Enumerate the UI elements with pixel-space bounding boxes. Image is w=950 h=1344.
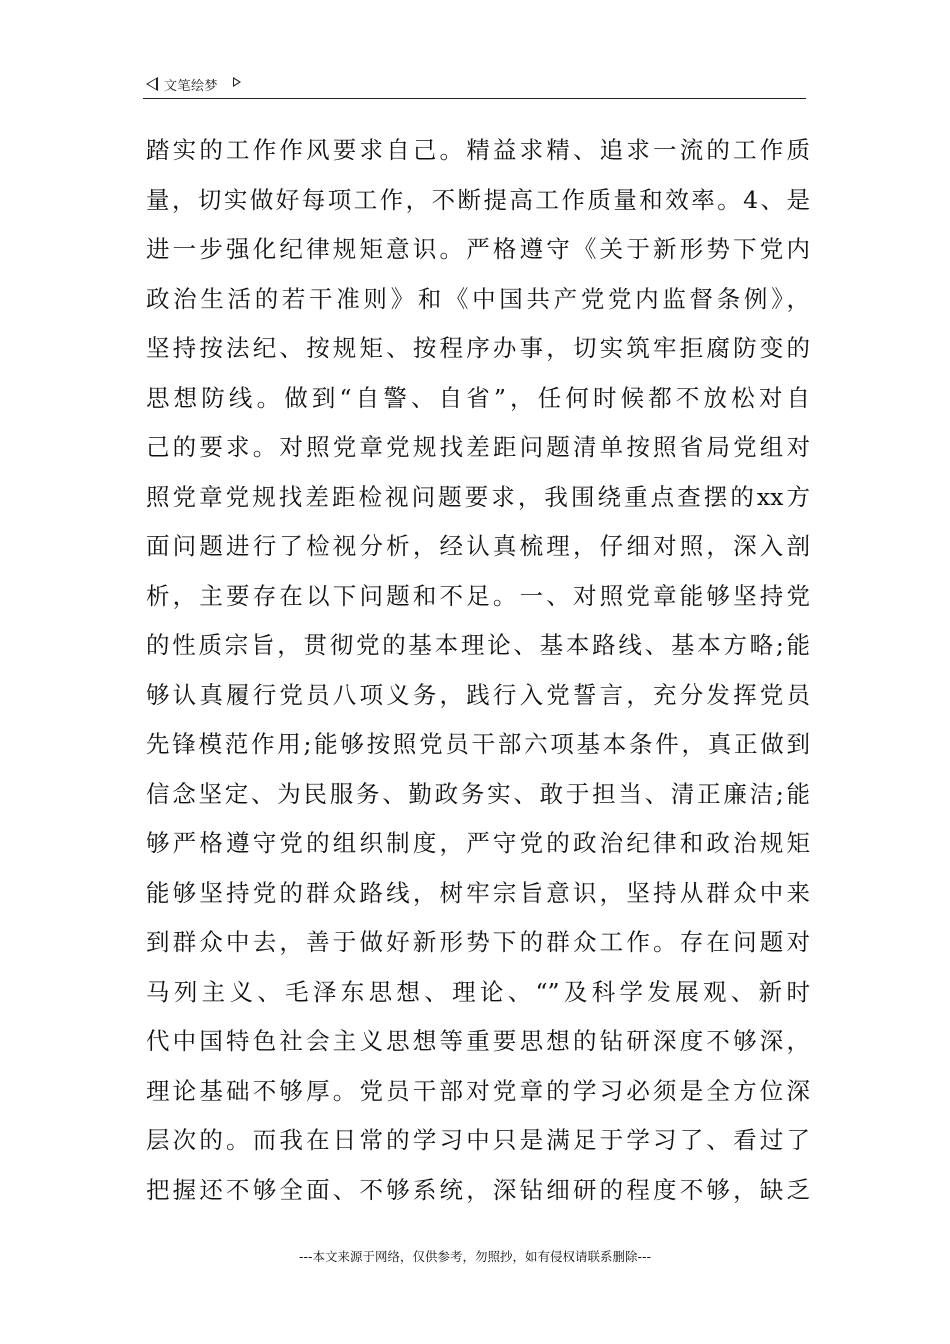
document-body — [146, 126, 810, 1215]
text-line: 够严格遵守党的组织制度，严守党的政治纪律和政治规矩 — [146, 829, 810, 857]
text-line: 坚持按法纪、按规矩、按程序办事，切实筑牢拒腐防变的 — [146, 334, 810, 362]
text-line: 层次的。而我在日常的学习中只是满足于学习了、看过了 — [146, 1126, 810, 1154]
text-line: 理论基础不够厚。党员干部对党章的学习必须是全方位深 — [146, 1076, 810, 1105]
text-line: 信念坚定、为民服务、勤政务实、敢于担当、清正廉洁;能 — [146, 779, 810, 808]
text-line: 踏实的工作作风要求自己。精益求精、追求一流的工作质 — [146, 136, 810, 164]
header-brand: 文笔绘梦 — [164, 79, 219, 94]
text-line: 进一步强化纪律规矩意识。严格遵守《关于新形势下党内 — [146, 235, 810, 263]
text-line: 先锋模范作用;能够按照党员干部六项基本条件，真正做到 — [146, 730, 810, 758]
text-line: 思想防线。做到“自警、自省”，任何时候都不放松对自 — [146, 383, 810, 412]
text-line: 政治生活的若干准则》和《中国共产党党内监督条例》， — [146, 284, 810, 313]
text-line: 代中国特色社会主义思想等重要思想的钻研深度不够深， — [146, 1027, 810, 1055]
text-line: 面问题进行了检视分析，经认真梳理，仔细对照，深入剖 — [146, 532, 810, 560]
triangle-left-icon — [146, 77, 158, 91]
text-line: 量，切实做好每项工作，不断提高工作质量和效率。4、是 — [146, 185, 810, 214]
text-line: 够认真履行党员八项义务，践行入党誓言，充分发挥党员 — [146, 680, 810, 709]
text-line: 到群众中去，善于做好新形势下的群众工作。存在问题对 — [146, 928, 810, 956]
triangle-right-icon — [233, 77, 241, 87]
text-line: 能够坚持党的群众路线，树牢宗旨意识，坚持从群众中来 — [146, 878, 810, 907]
text-line: 的性质宗旨，贯彻党的基本理论、基本路线、基本方略;能 — [146, 631, 810, 659]
text-line: 己的要求。对照党章党规找差距问题清单按照省局党组对 — [146, 433, 810, 461]
footer-notice: ---本文来源于网络，仅供参考，勿照抄，如有侵权请联系删除--- — [298, 1249, 652, 1264]
text-line: 析，主要存在以下问题和不足。一、对照党章能够坚持党 — [146, 581, 810, 610]
page-header — [143, 72, 806, 99]
text-line: 马列主义、毛泽东思想、理论、“”及科学发展观、新时 — [146, 977, 810, 1006]
text-line: 照党章党规找差距检视问题要求，我围绕重点查摆的xx方 — [146, 482, 810, 511]
text-line: 把握还不够全面、不够系统，深钻细研的程度不够，缺乏 — [146, 1175, 810, 1204]
